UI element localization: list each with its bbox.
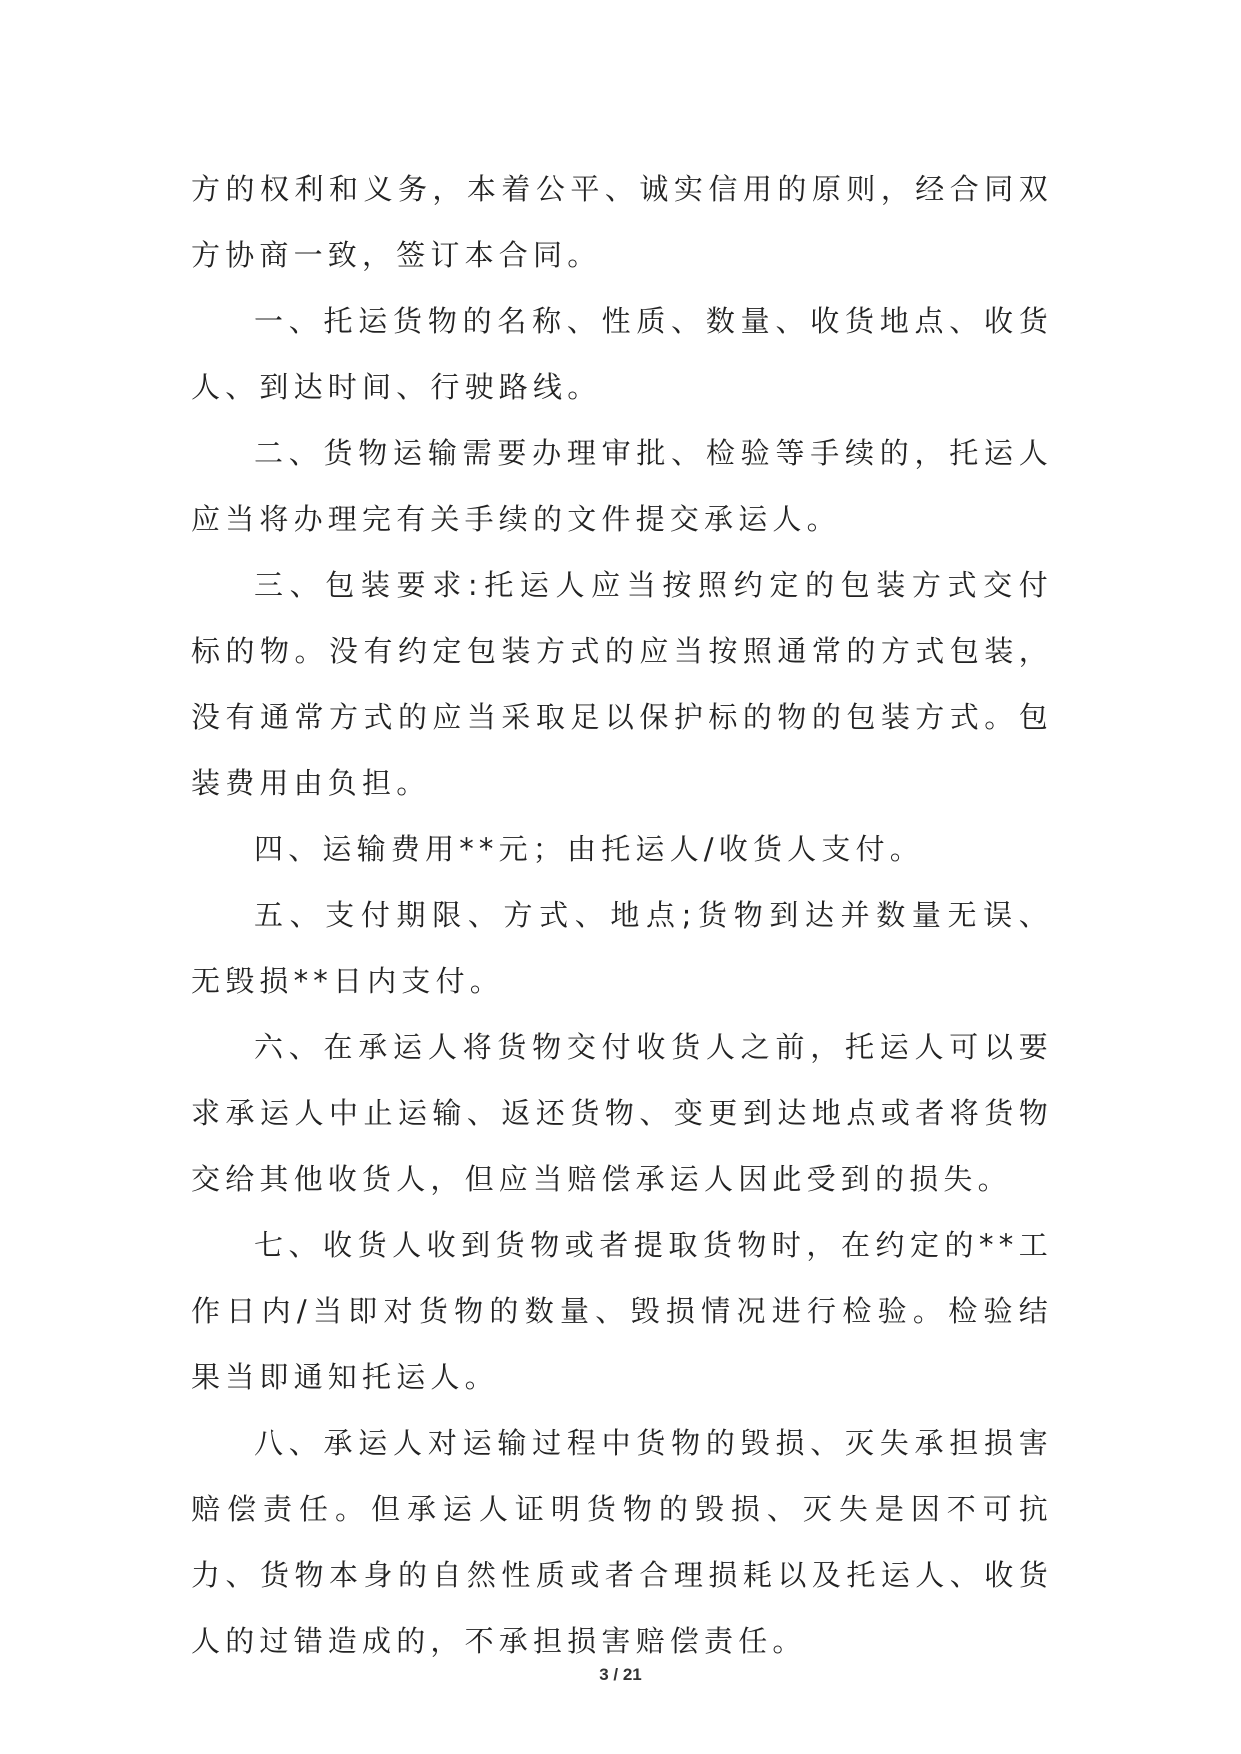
document-body xyxy=(191,156,1053,1674)
paragraph-4: 三、包装要求:托运人应当按照约定的包装方式交付标的物。没有约定包装方式的应当按照通常的方式包装，没有通常方式的应当采取足以保护标的物的包装方式。包装费用由负担。 xyxy=(191,568,1053,800)
page-number: 3 / 21 xyxy=(599,1665,642,1684)
paragraph-3: 二、货物运输需要办理审批、检验等手续的，托运人应当将办理完有关手续的文件提交承运人。 xyxy=(191,436,1053,536)
paragraph-7: 六、在承运人将货物交付收货人之前，托运人可以要求承运人中止运输、返还货物、变更到达地点或者将货物交给其他收货人，但应当赔偿承运人因此受到的损失。 xyxy=(191,1030,1053,1196)
paragraph-8: 七、收货人收到货物或者提取货物时，在约定的**工作日内/当即对货物的数量、毁损情况进行检验。检验结果当即通知托运人。 xyxy=(191,1228,1053,1394)
paragraph-1: 方的权利和义务，本着公平、诚实信用的原则，经合同双方协商一致，签订本合同。 xyxy=(191,172,1053,272)
paragraph-5: 四、运输费用**元；由托运人/收货人支付。 xyxy=(254,832,924,866)
paragraph-2: 一、托运货物的名称、性质、数量、收货地点、收货人、到达时间、行驶路线。 xyxy=(191,304,1053,404)
paragraph-6: 五、支付期限、方式、地点;货物到达并数量无误、无毁损**日内支付。 xyxy=(191,898,1053,998)
paragraph-9: 八、承运人对运输过程中货物的毁损、灭失承担损害赔偿责任。但承运人证明货物的毁损、灭失是因不可抗力、货物本身的自然性质或者合理损耗以及托运人、收货人的过错造成的，不承担损害赔偿责任。 xyxy=(191,1426,1053,1658)
